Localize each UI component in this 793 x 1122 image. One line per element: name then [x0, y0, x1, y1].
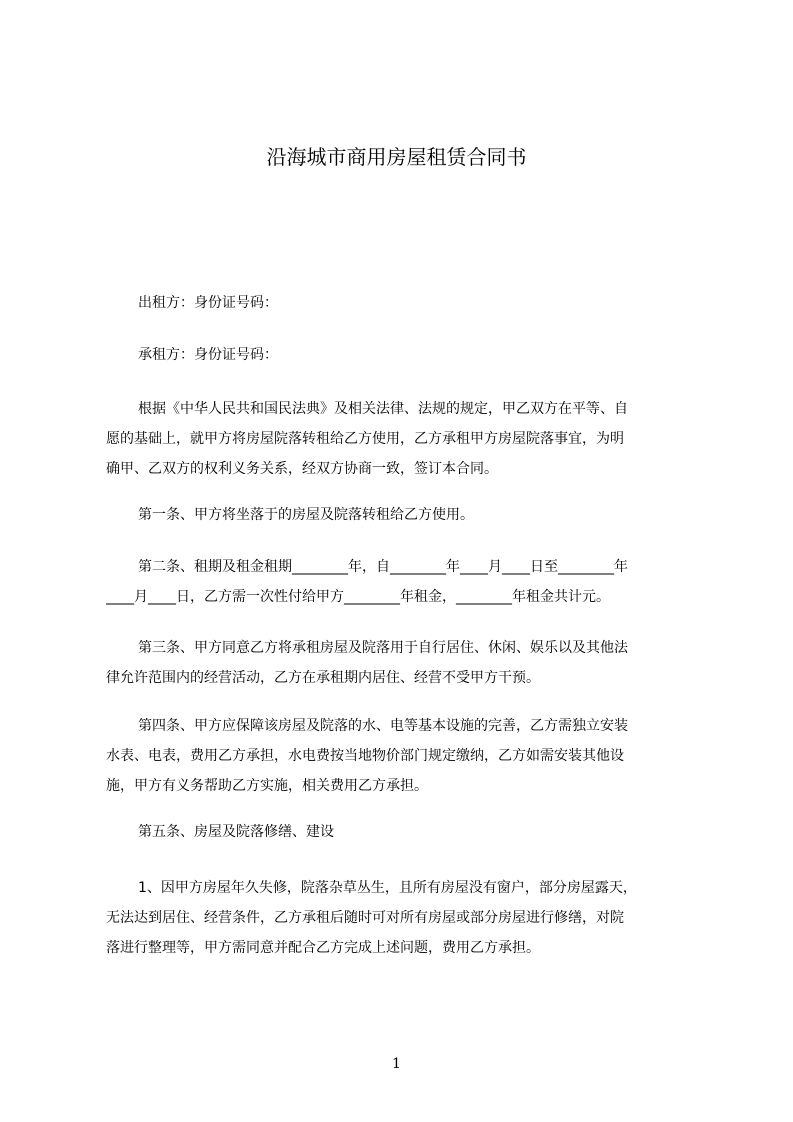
lessee-text: 承租方：身份证号码： [138, 347, 278, 363]
preamble-line: 愿的基础上，就甲方将房屋院落转租给乙方使用，乙方承租甲方房屋院落事宜，为明 [106, 431, 624, 447]
article-3 [106, 633, 700, 693]
article-5-item-1-line: 1、因甲方房屋年久失修，院落杂草丛生，且所有房屋没有窗户，部分房屋露天， [138, 880, 637, 896]
article-5-heading-text: 第五条、房屋及院落修缮、建设 [138, 824, 334, 840]
article-5-item-1-line: 无法达到居住、经营条件，乙方承租后随时可对所有房屋或部分房屋进行修缮，对院 [106, 910, 624, 926]
article-1 [106, 500, 700, 530]
page-number: 1 [392, 1056, 401, 1072]
article-1-line: 第一条、甲方将坐落于的房屋及院落转租给乙方使用。 [138, 507, 474, 523]
article-4-line: 第四条、甲方应保障该房屋及院落的水、电等基本设施的完善，乙方需独立安装 [138, 718, 628, 734]
article-4-line: 施，甲方有义务帮助乙方实施，相关费用乙方承担。 [106, 778, 428, 794]
preamble-line: 根据《中华人民共和国民法典》及相关法律、法规的规定，甲乙双方在平等、自 [138, 401, 628, 417]
article-5-heading [106, 817, 700, 847]
article-3-line: 第三条、甲方同意乙方将承租房屋及院落用于自行居住、休闲、娱乐以及其他法 [138, 640, 628, 656]
article-3-line: 律允许范围内的经营活动，乙方在承租期内居住、经营不受甲方干预。 [106, 670, 540, 686]
lessor-line [106, 288, 700, 318]
article-2-line: ____月____日，乙方需一次性付给甲方________年租金，________年租金共计元。 [106, 589, 610, 605]
article-2 [106, 552, 700, 612]
article-5-item-1 [106, 873, 700, 963]
article-2-line: 第二条、租期及租金租期________年，自________年____月____日至________年 [138, 559, 628, 575]
article-5-item-1-line: 落进行整理等，甲方需同意并配合乙方完成上述问题，费用乙方承担。 [106, 940, 540, 956]
document-title: 沿海城市商用房屋租赁合同书 [266, 145, 527, 169]
article-4 [106, 711, 700, 801]
article-4-line: 水表、电表，费用乙方承担，水电费按当地物价部门规定缴纳，乙方如需安装其他设 [106, 748, 624, 764]
lessor-text: 出租方：身份证号码： [138, 295, 278, 311]
preamble-paragraph [106, 394, 700, 484]
lessee-line [106, 340, 700, 370]
preamble-line: 确甲、乙双方的权利义务关系，经双方协商一致，签订本合同。 [106, 461, 498, 477]
